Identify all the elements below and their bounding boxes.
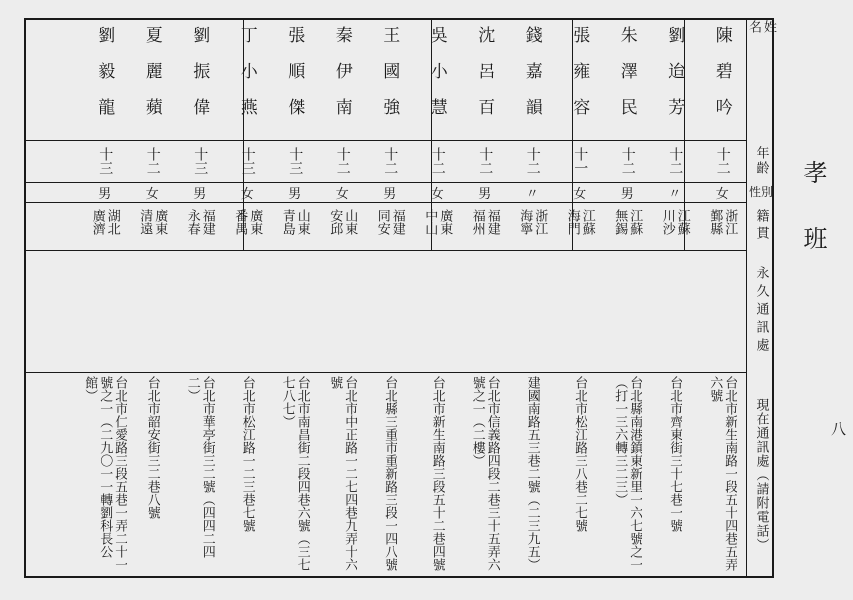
student-age: 十二 (144, 147, 161, 175)
student-name: 朱澤民 (616, 26, 637, 134)
student-name: 劉毅龍 (94, 26, 115, 134)
student-native: 江蘇無錫 (612, 209, 643, 235)
student-native: 山東安邱 (327, 209, 358, 235)
student-native: 福建永春 (184, 209, 215, 235)
student-age: 十三 (287, 147, 304, 175)
student-native: 浙江海寧 (517, 209, 548, 235)
student-native: 福建同安 (374, 209, 405, 235)
student-age: 十二 (667, 147, 684, 175)
roster-table (24, 18, 774, 578)
student-native: 廣東中山 (422, 209, 453, 235)
header-sex: 性別 (748, 184, 773, 199)
student-current-address: 台北市華亭街三二號（四四二四二） (184, 376, 215, 558)
student-sex: 女 (145, 186, 159, 202)
student-sex: 男 (383, 186, 397, 202)
student-current-address: 台北市新生南路三段五十二巷四號 (429, 376, 445, 571)
student-sex: 男 (620, 186, 634, 202)
student-name: 秦伊南 (331, 26, 352, 134)
student-name: 劉迨芳 (664, 26, 685, 134)
student-native: 廣東番禺 (232, 209, 263, 235)
student-native: 山東青島 (279, 209, 310, 235)
student-current-address: 台北市仁愛路三段五巷一弄二十一號之一（二九〇一一轉劉科長公館） (82, 376, 128, 571)
student-age: 十二 (382, 147, 399, 175)
student-name: 夏麗蘋 (141, 26, 162, 134)
student-age: 十二 (619, 147, 636, 175)
student-native: 江蘇川沙 (659, 209, 690, 235)
student-current-address: 台北市中正路一二七四巷九弄十六號 (327, 376, 358, 571)
student-sex: 女 (573, 186, 587, 202)
student-age: 十二 (477, 147, 494, 175)
student-native: 廣東清遠 (137, 209, 168, 235)
student-name: 劉振偉 (189, 26, 210, 134)
student-name: 沈呂百 (474, 26, 495, 134)
header-native-place: 籍貫 (753, 209, 769, 243)
student-sex: 男 (478, 186, 492, 202)
student-sex: 女 (715, 186, 729, 202)
page-number: 八 (831, 420, 847, 438)
student-sex: 男 (288, 186, 302, 202)
student-age: 十二 (429, 147, 446, 175)
student-current-address: 台北縣南港鎮東新里一六七號之一（打一三六轉三二三） (612, 376, 643, 571)
header-name: 姓名 (746, 20, 776, 93)
header-permanent-address: 永久通訊處 (753, 266, 769, 356)
student-current-address: 台北市齊東街三十七巷一號 (667, 376, 683, 532)
student-current-address: 台北市韶安街三二巷八號 (144, 376, 160, 519)
student-name: 陳碧吟 (711, 26, 732, 134)
student-current-address: 台北市南昌街二段四巷六號（三七七八七） (279, 376, 310, 571)
student-age: 十三 (192, 147, 209, 175)
class-title: 孝班 (799, 160, 827, 292)
header-current-address: 現在通訊處（請附電話） (753, 398, 769, 552)
student-sex: 男 (193, 186, 207, 202)
student-current-address: 台北縣三重市重新路三段一四八號 (382, 376, 398, 571)
student-sex: 男 (98, 186, 112, 202)
student-current-address: 台北市松江路一二三巷七號 (239, 376, 255, 532)
student-sex: 女 (430, 186, 444, 202)
student-current-address: 台北市松江路三八巷二七號 (572, 376, 588, 532)
student-name: 王國強 (379, 26, 400, 134)
header-age: 年齡 (753, 146, 769, 176)
student-current-address: 台北市新生南路一段五十四巷五弄六號 (707, 376, 738, 571)
student-name: 張雍容 (569, 26, 590, 134)
student-name: 吳小慧 (426, 26, 447, 134)
student-native: 福建福州 (469, 209, 500, 235)
student-sex: 〃 (525, 186, 539, 202)
student-name: 張順傑 (284, 26, 305, 134)
student-native: 湖北廣濟 (89, 209, 120, 235)
student-age: 十二 (524, 147, 541, 175)
student-sex: 女 (240, 186, 254, 202)
student-current-address: 建國南路五三巷二號（二三九五） (524, 376, 540, 571)
student-name: 錢嘉韻 (521, 26, 542, 134)
student-age: 十三 (97, 147, 114, 175)
student-age: 十二 (334, 147, 351, 175)
row-divider (26, 250, 747, 251)
student-current-address: 台北市信義路四段二巷三十五弄六號之一（二樓） (469, 376, 500, 571)
student-native: 江蘇海門 (564, 209, 595, 235)
student-native: 浙江鄞縣 (707, 209, 738, 235)
student-age: 十二 (714, 147, 731, 175)
student-age: 十三 (239, 147, 256, 175)
student-sex: 〃 (668, 186, 682, 202)
student-sex: 女 (335, 186, 349, 202)
student-age: 十一 (572, 147, 589, 175)
student-name: 丁小燕 (236, 26, 257, 134)
